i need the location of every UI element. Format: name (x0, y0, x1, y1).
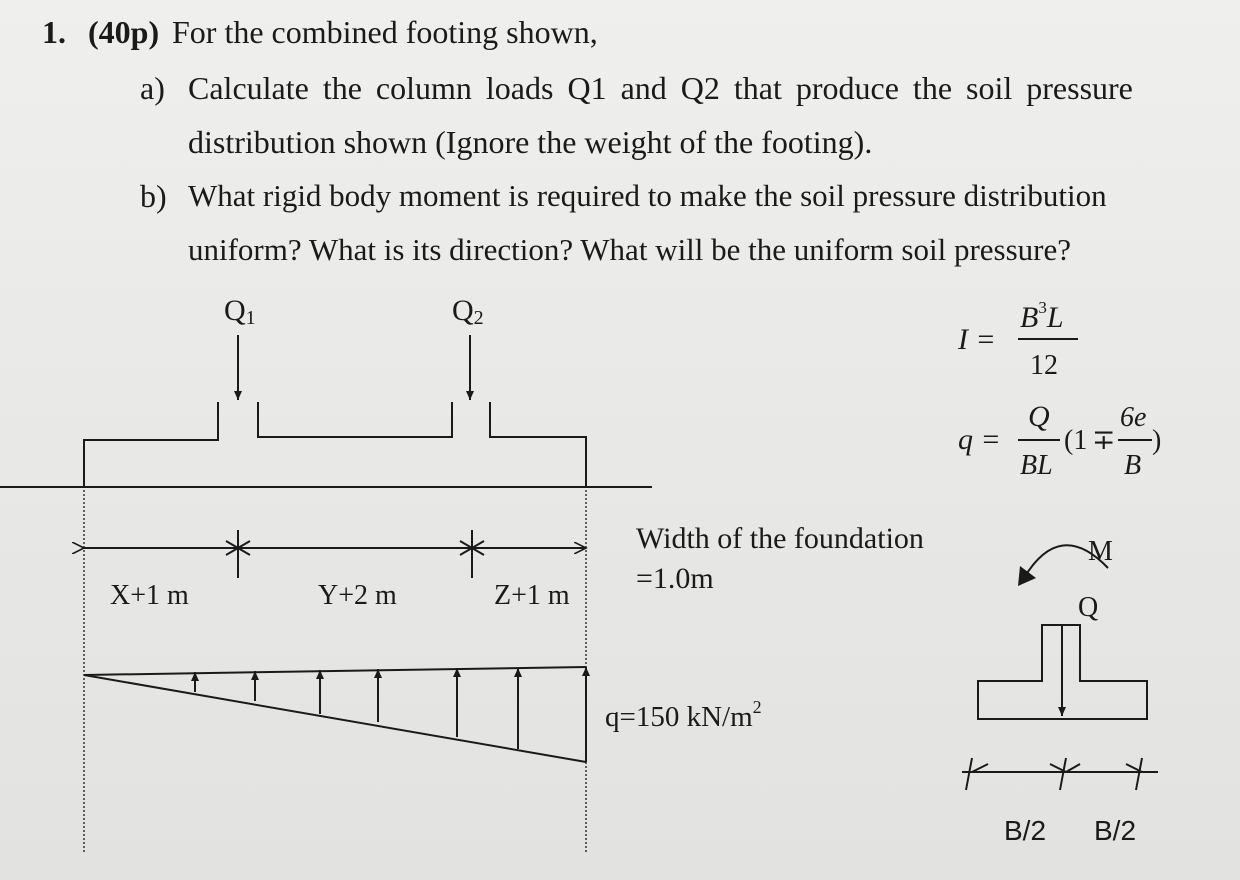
svg-text:): ) (1152, 425, 1162, 456)
half-width-label-1: B/2 (1004, 815, 1047, 846)
small-load-label: Q (1078, 592, 1099, 623)
part-a-label: a) (140, 70, 165, 106)
width-note-line1: Width of the foundation (636, 522, 924, 555)
problem-stem: For the combined footing shown, (172, 14, 598, 50)
svg-text:∓: ∓ (1092, 425, 1116, 456)
svg-text:B: B (1124, 450, 1142, 481)
dim-x-label: X+1 m (110, 580, 189, 611)
dimension-tick-1 (226, 530, 250, 578)
half-width-label-2: B/2 (1094, 815, 1137, 846)
problem-number: 1. (42, 14, 66, 50)
part-b-text-line1: What rigid body moment is required to make the soil pressure distribution (188, 178, 1107, 213)
svg-text:q =: q = (958, 423, 1001, 456)
part-b-text-line2: uniform? What is its direction? What will be the uniform soil pressure? (188, 232, 1072, 267)
svg-text:BL: BL (1020, 450, 1053, 481)
q2-label: Q2 (452, 294, 484, 329)
pressure-label: q=150 $kN/m^2$ (605, 697, 762, 733)
part-b-label: b) (140, 178, 167, 214)
svg-text:B3L: $B^3L$ (1020, 298, 1064, 334)
pressure-envelope (84, 675, 586, 762)
q1-label: Q1 (224, 294, 256, 329)
moment-arrowhead-icon (1018, 566, 1036, 586)
pressure-arrows (195, 667, 586, 762)
inertia-formula (957, 298, 1078, 381)
width-note-line2: =1.0m (636, 562, 714, 595)
svg-text:6e: 6e (1120, 402, 1147, 433)
dim-z-label: Z+1 m (494, 580, 570, 611)
dimension-tick-2 (460, 530, 484, 578)
part-a-text-line2: distribution shown (Ignore the weight of the footing). (188, 124, 873, 160)
dim-y-label: Y+2 m (318, 580, 397, 611)
moment-label: M (1088, 536, 1113, 567)
half-width-dimension (962, 758, 1158, 790)
svg-text:I =: I = (958, 323, 996, 356)
svg-text:Q: Q (1028, 400, 1050, 433)
svg-text:(1: (1 (1064, 425, 1088, 456)
pressure-formula (958, 400, 1161, 481)
problem-points: (40p) (88, 14, 160, 50)
footing-outline (84, 402, 586, 487)
part-a-text-line1: Calculate the column loads Q1 and Q2 that produce the soil pressure (188, 70, 1133, 106)
pressure-baseline (84, 667, 586, 675)
svg-text:12: 12 (1030, 350, 1058, 381)
